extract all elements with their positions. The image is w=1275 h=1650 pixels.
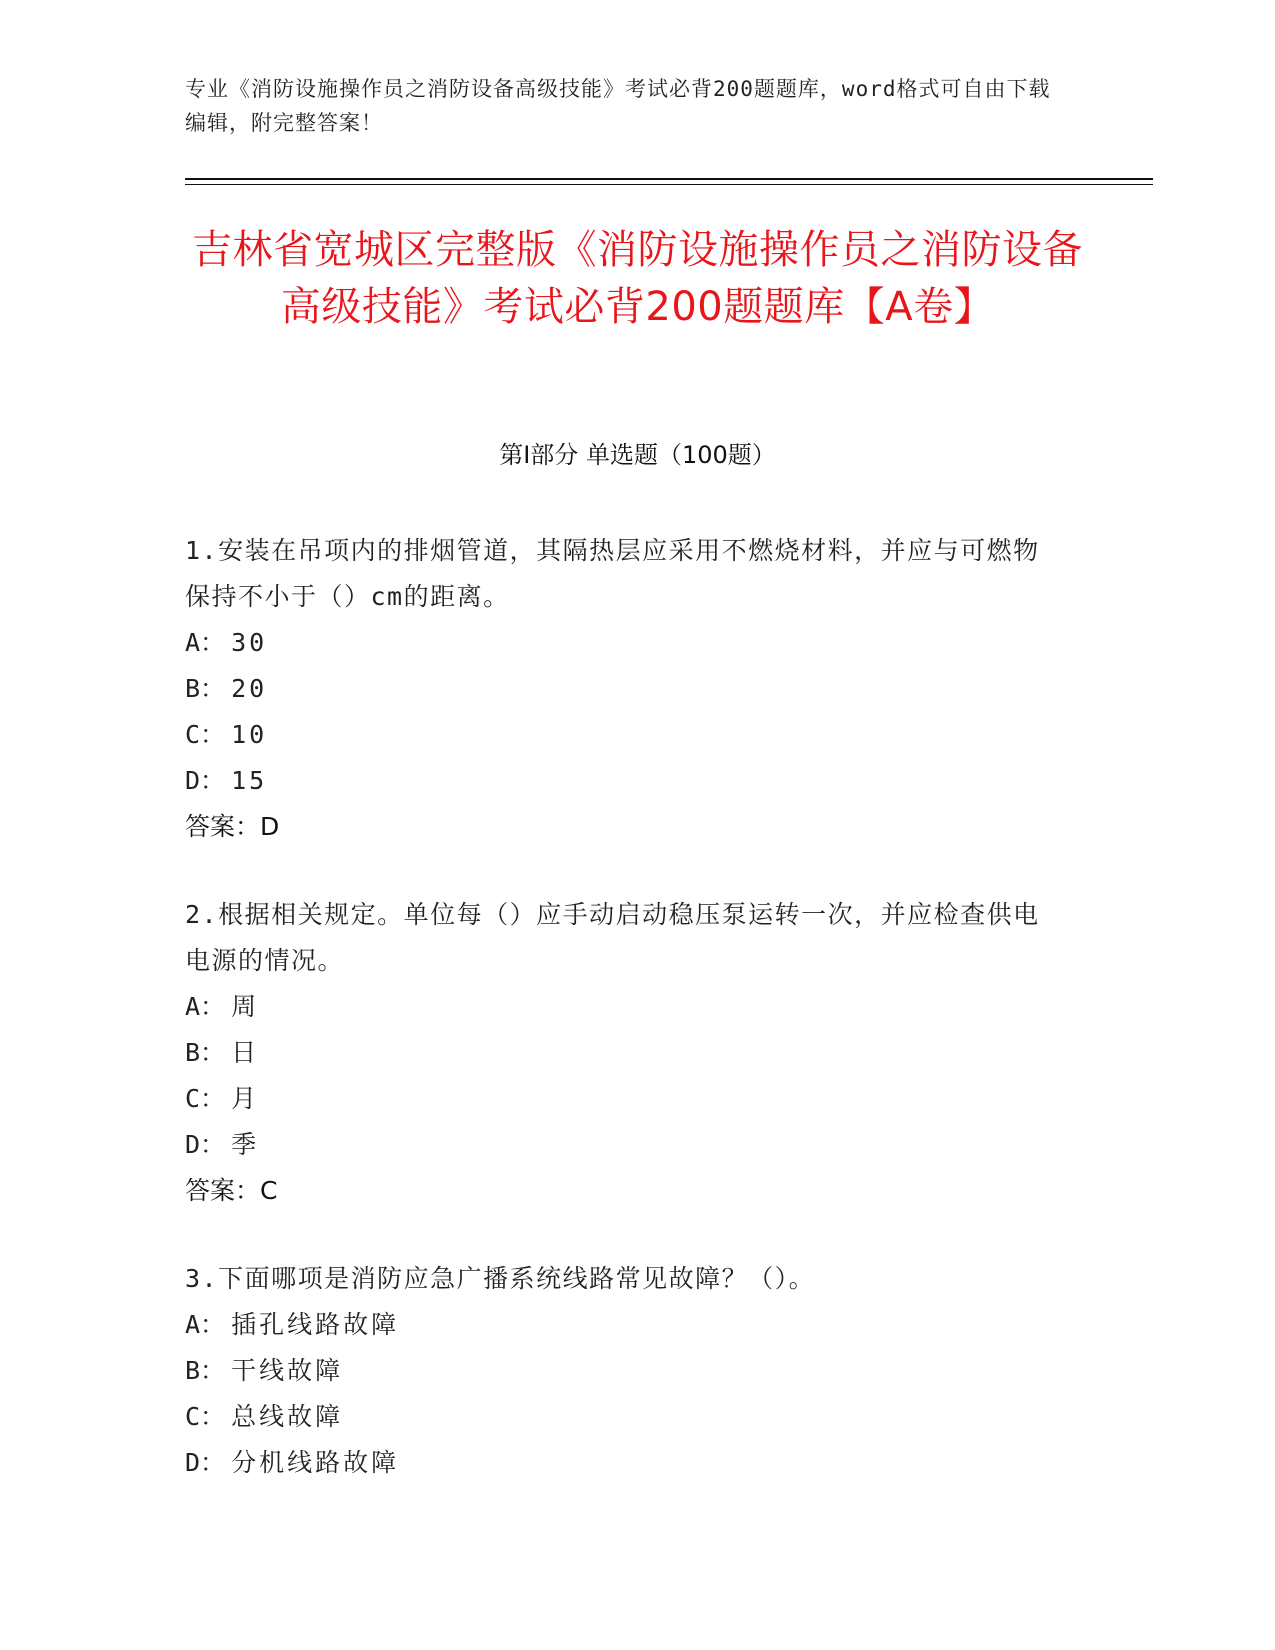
option-a xyxy=(185,620,1065,666)
question-stem: 1.安装在吊项内的排烟管道，其隔热层应采用不燃烧材料，并应与可燃物保持不小于（）cm的距离。 xyxy=(185,536,1040,611)
option-text: 15 xyxy=(231,766,268,795)
option-key: A： xyxy=(185,1310,226,1339)
option-b xyxy=(185,1348,1065,1394)
option-key: D： xyxy=(185,766,226,795)
option-key: C： xyxy=(185,1084,226,1113)
option-text: 周 xyxy=(231,992,260,1021)
option-a xyxy=(185,1302,1065,1348)
option-text: 分机线路故障 xyxy=(231,1448,400,1477)
option-text: 干线故障 xyxy=(231,1356,344,1385)
answer-line: 答案：C xyxy=(185,1176,278,1205)
option-a xyxy=(185,984,1065,1030)
option-key: A： xyxy=(185,628,226,657)
option-key: D： xyxy=(185,1448,226,1477)
option-d xyxy=(185,1440,1065,1486)
option-b xyxy=(185,1030,1065,1076)
option-c xyxy=(185,1076,1065,1122)
option-text: 季 xyxy=(231,1130,260,1159)
option-c xyxy=(185,1394,1065,1440)
option-key: B： xyxy=(185,1356,226,1385)
option-text: 插孔线路故障 xyxy=(231,1310,400,1339)
question-stem: 2.根据相关规定。单位每（）应手动启动稳压泵运转一次，并应检查供电电源的情况。 xyxy=(185,900,1040,975)
header-note: 专业《消防设施操作员之消防设备高级技能》考试必背200题题库，word格式可自由下载编辑，附完整答案！ xyxy=(185,77,1051,135)
option-key: B： xyxy=(185,674,226,703)
document-title: 吉林省宽城区完整版《消防设施操作员之消防设备高级技能》考试必背200题题库【A卷】 xyxy=(192,227,1083,330)
question-item xyxy=(185,528,1065,850)
question-list xyxy=(185,528,1065,1528)
header-divider-thick xyxy=(185,178,1153,180)
option-key: C： xyxy=(185,1402,226,1431)
option-b xyxy=(185,666,1065,712)
question-item xyxy=(185,892,1065,1214)
option-key: B： xyxy=(185,1038,226,1067)
option-d xyxy=(185,758,1065,804)
option-text: 20 xyxy=(231,674,268,703)
option-c xyxy=(185,712,1065,758)
option-key: C： xyxy=(185,720,226,749)
option-text: 月 xyxy=(231,1084,260,1113)
section-title: 第I部分 单选题（100题） xyxy=(499,441,776,469)
header-divider-thin xyxy=(185,184,1153,185)
question-item xyxy=(185,1256,1065,1486)
option-text: 30 xyxy=(231,628,268,657)
option-text: 日 xyxy=(231,1038,260,1067)
option-d xyxy=(185,1122,1065,1168)
option-key: D： xyxy=(185,1130,226,1159)
answer-line: 答案：D xyxy=(185,812,280,841)
option-text: 总线故障 xyxy=(231,1402,344,1431)
question-stem: 3.下面哪项是消防应急广播系统线路常见故障？（）。 xyxy=(185,1264,816,1293)
option-key: A： xyxy=(185,992,226,1021)
option-text: 10 xyxy=(231,720,268,749)
